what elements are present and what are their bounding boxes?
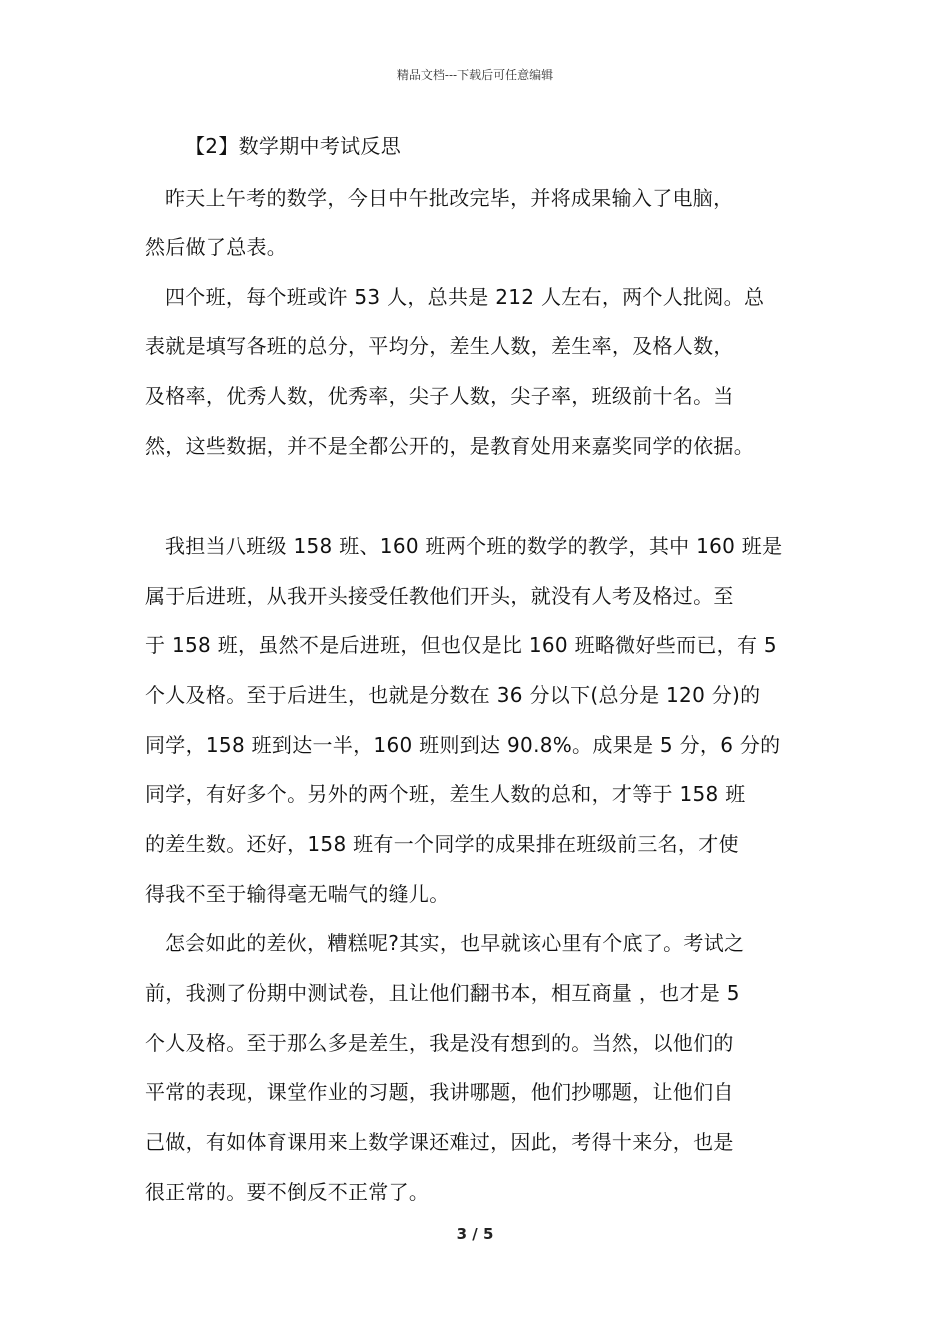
text-line: 昨天上午考的数学，今日中午批改完毕，并将成果输入了电脑， bbox=[165, 186, 734, 210]
text-line: 及格率，优秀人数，优秀率，尖子人数，尖子率，班级前十名。当 bbox=[145, 384, 734, 408]
text-line: 的差生数。还好，158 班有一个同学的成果排在班级前三名，才使 bbox=[145, 832, 739, 856]
text-line: 前，我测了份期中测试卷，且让他们翻书本，相互商量 ，也才是 5 bbox=[145, 981, 740, 1005]
text-line: 怎会如此的差伙，糟糕呢?其实，也早就该心里有个底了。考试之 bbox=[165, 931, 745, 955]
text-line: 然后做了总表。 bbox=[145, 235, 288, 259]
text-line: 得我不至于输得毫无喘气的缝儿。 bbox=[145, 882, 450, 906]
text-line: 我担当八班级 158 班、160 班两个班的数学的教学，其中 160 班是 bbox=[165, 534, 783, 558]
text-line: 同学，158 班到达一半，160 班则到达 90.8%。成果是 5 分，6 分的 bbox=[145, 733, 781, 757]
text-line: 己做，有如体育课用来上数学课还难过，因此，考得十来分，也是 bbox=[145, 1130, 734, 1154]
text-line: 很正常的。要不倒反不正常了。 bbox=[145, 1180, 430, 1204]
document-title: 【2】数学期中考试反思 bbox=[185, 134, 402, 158]
text-line: 表就是填写各班的总分，平均分，差生人数，差生率，及格人数， bbox=[145, 334, 734, 358]
page-number: 3 / 5 bbox=[456, 1225, 494, 1243]
text-line: 同学，有好多个。另外的两个班，差生人数的总和，才等于 158 班 bbox=[145, 782, 746, 806]
page-header: 精品文档---下载后可任意编辑 bbox=[396, 68, 554, 82]
text-line: 属于后进班，从我开头接受任教他们开头，就没有人考及格过。至 bbox=[145, 584, 734, 608]
text-line: 于 158 班，虽然不是后进班，但也仅是比 160 班略微好些而已，有 5 bbox=[145, 633, 777, 657]
text-line: 个人及格。至于那么多是差生，我是没有想到的。当然，以他们的 bbox=[145, 1031, 734, 1055]
text-line: 个人及格。至于后进生，也就是分数在 36 分以下(总分是 120 分)的 bbox=[145, 683, 761, 707]
text-line: 然，这些数据，并不是全都公开的，是教育处用来嘉奖同学的依据。 bbox=[145, 434, 754, 458]
text-line: 四个班，每个班或许 53 人，总共是 212 人左右，两个人批阅。总 bbox=[165, 285, 765, 309]
text-line: 平常的表现，课堂作业的习题，我讲哪题，他们抄哪题，让他们自 bbox=[145, 1080, 734, 1104]
